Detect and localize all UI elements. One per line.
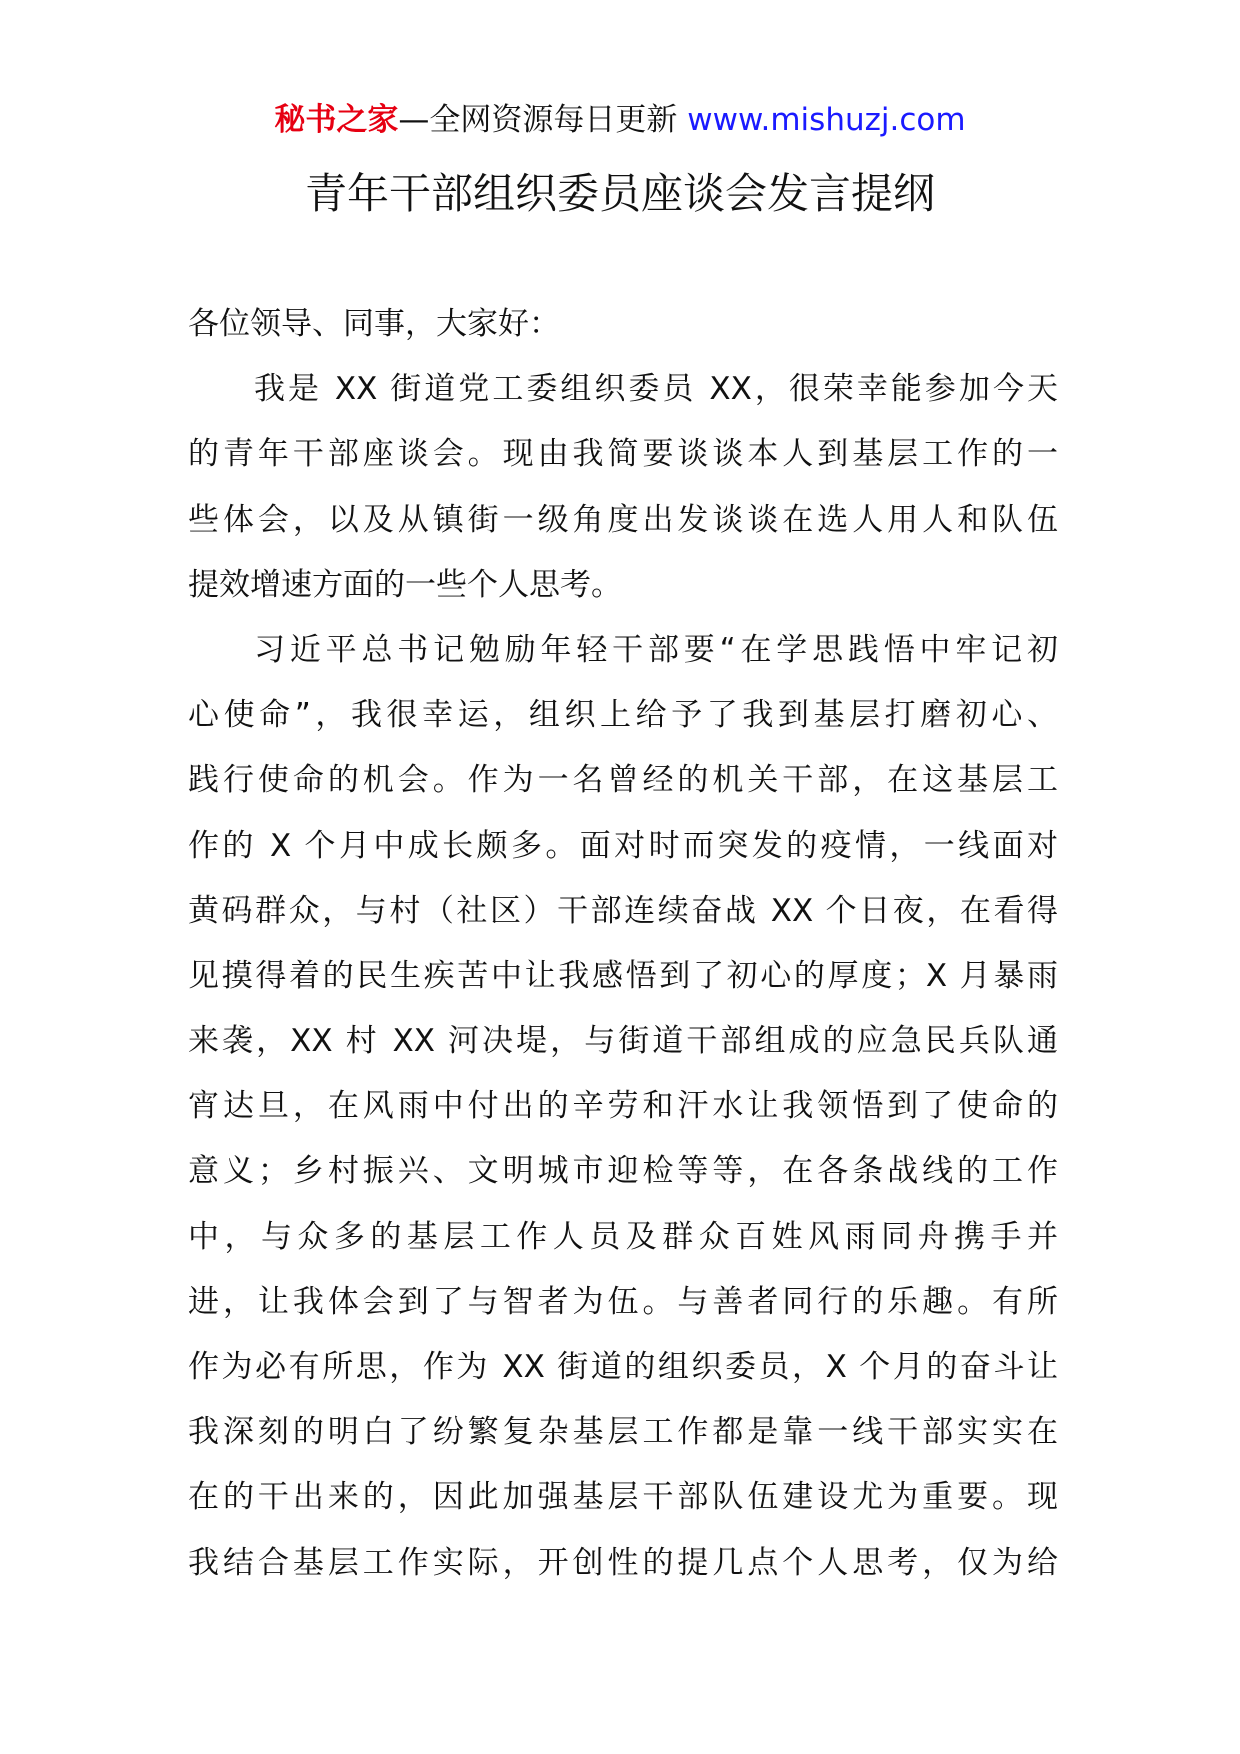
- text-line: 提效增速方面的一些个人思考。: [188, 566, 622, 603]
- document-title: 青年干部组织委员座谈会发言提纲: [304, 169, 935, 218]
- text-line: 心使命”，我很幸运，组织上给予了我到基层打磨初心、: [188, 697, 1058, 734]
- text-line: 意义；乡村振兴、文明城市迎检等等，在各条战线的工作: [188, 1153, 1058, 1190]
- text-line: 作的 X 个月中成长颇多。面对时而突发的疫情，一线面对: [188, 827, 1058, 864]
- brand-name: 秘书之家: [274, 102, 399, 138]
- text-line: 在的干出来的，因此加强基层干部队伍建设尤为重要。现: [188, 1479, 1058, 1516]
- document-body: [188, 292, 1058, 1596]
- text-line: 些体会，以及从镇街一级角度出发谈谈在选人用人和队伍: [188, 501, 1058, 538]
- text-line: 我是 XX 街道党工委组织委员 XX，很荣幸能参加今天: [254, 371, 1058, 408]
- text-line: 践行使命的机会。作为一名曾经的机关干部，在这基层工: [188, 762, 1058, 799]
- header-slogan: —全网资源每日更新: [398, 102, 688, 138]
- text-line: 黄码群众，与村（社区）干部连续奋战 XX 个日夜，在看得: [188, 892, 1058, 929]
- text-line: 进，让我体会到了与智者为伍。与善者同行的乐趣。有所: [188, 1283, 1058, 1320]
- text-line: 宵达旦，在风雨中付出的辛劳和汗水让我领悟到了使命的: [188, 1088, 1058, 1125]
- text-line: 的青年干部座谈会。现由我简要谈谈本人到基层工作的一: [188, 436, 1058, 473]
- text-line: 中，与众多的基层工作人员及群众百姓风雨同舟携手并: [188, 1218, 1058, 1255]
- text-line-greeting: 各位领导、同事，大家好：: [188, 306, 560, 342]
- site-header: [0, 98, 1240, 142]
- text-line: 我结合基层工作实际，开创性的提几点个人思考，仅为给: [188, 1544, 1058, 1581]
- text-line: 见摸得着的民生疾苦中让我感悟到了初心的厚度；X 月暴雨: [188, 957, 1058, 994]
- text-line: 习近平总书记勉励年轻干部要“在学思践悟中牢记初: [254, 631, 1058, 668]
- text-line: 我深刻的明白了纷繁复杂基层工作都是靠一线干部实实在: [188, 1414, 1058, 1451]
- site-url-link[interactable]: www.mishuzj.com: [687, 102, 966, 138]
- text-line: 作为必有所思，作为 XX 街道的组织委员，X 个月的奋斗让: [188, 1349, 1058, 1385]
- text-line: 来袭，XX 村 XX 河决堤，与街道干部组成的应急民兵队通: [188, 1023, 1058, 1060]
